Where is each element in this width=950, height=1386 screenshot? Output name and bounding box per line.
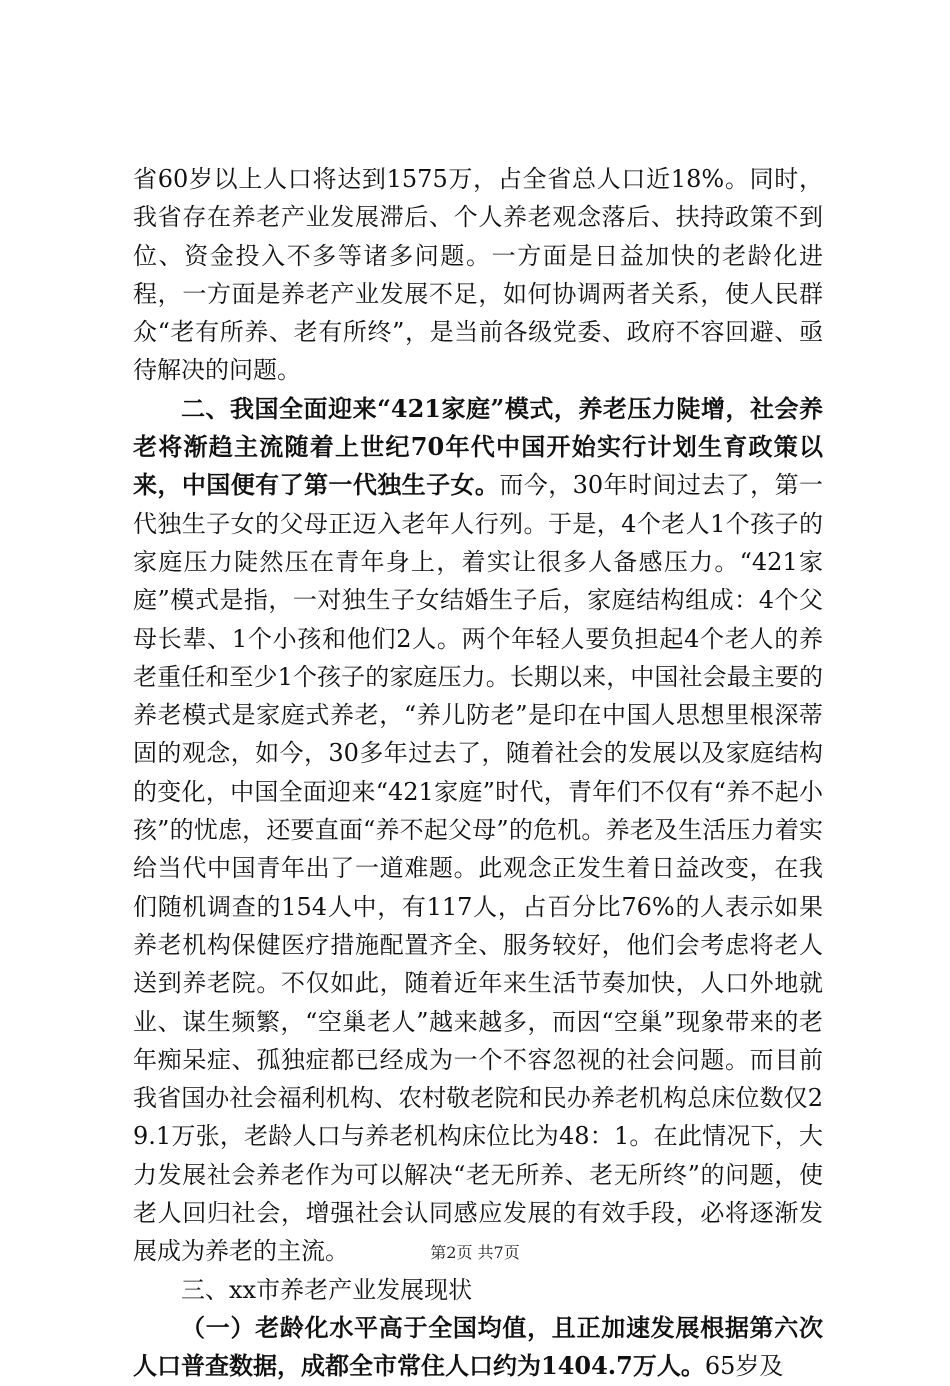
paragraph-aging-level [133,1309,823,1386]
paragraph-421-family [133,390,823,1271]
paragraph-aging-level-heading: （一）老龄化水平高于全国均值，且正加速发展根据第六次人口普查数据，成都全市常住人口约为1404.7万人。 [133,1312,823,1381]
paragraph-421-family-heading: 二、我国全面迎来“421家庭”模式，养老压力陡增，社会养老将渐趋主流随着上世纪70年代中国开始实行计划生育政策以来，中国便有了第一代独生子女。 [133,393,823,500]
document-body [133,160,823,1386]
paragraph-421-family-body: 而今，30年时间过去了，第一代独生子女的父母正迈入老年人行列。于是，4个老人1个孩子的家庭压力陡然压在青年身上，着实让很多人备感压力。“421家庭”模式是指，一对独生子女结婚生子后，家庭结构组成：4个父母长辈、1个小孩和他们2人。两个年轻人要负担起4个老人的养老重任和至少1个孩子的家庭压力。长期以来，中国社会最主要的养老模式是家庭式养老，“养儿防老”是印在中国人思想里根深蒂固的观念，如今，30多年过去了，随着社会的发展以及家庭结构的变化，中国全面迎来“421家庭”时代，青年们不仅有“养不起小孩”的忧虑，还要直面“养不起父母”的危机。养老及生活压力着实给当代中国青年出了一道难题。此观念正发生着日益改变，在我们随机调查的154人中，有117人，占百分比76%的人表示如果养老机构保健医疗措施配置齐全、服务较好，他们会考虑将老人送到养老院。不仅如此，随着近年来生活节奏加快，人口外地就业、谋生频繁，“空巢老人”越来越多，而因“空巢”现象带来的老年痴呆症、孤独症都已经成为一个不容忽视的社会问题。而目前我省国办社会福利机构、农村敬老院和民办养老机构总床位数仅29.1万张，老龄人口与养老机构床位比为48：1。在此情况下，大力发展社会养老作为可以解决“老无所养、老无所终”的问题，使老人回归社会，增强社会认同感应发展的有效手段，必将逐渐发展成为养老的主流。 [133,471,824,1266]
page-footer: 第2页 共7页 [430,1243,520,1262]
section-heading-current-status: 三、xx市养老产业发展现状 [181,1275,473,1304]
paragraph-continuation: 省60岁以上人口将达到1575万，占全省总人口近18%。同时，我省存在养老产业发展滞后、个人养老观念落后、扶持政策不到位、资金投入不多等诸多问题。一方面是日益加快的老龄化进程，一方面是养老产业发展不足，如何协调两者关系，使人民群众“老有所养、老有所终”，是当前各级党委、政府不容回避、亟待解决的问题。 [133,165,823,385]
paragraph-aging-level-body: 65岁及 [704,1352,784,1381]
